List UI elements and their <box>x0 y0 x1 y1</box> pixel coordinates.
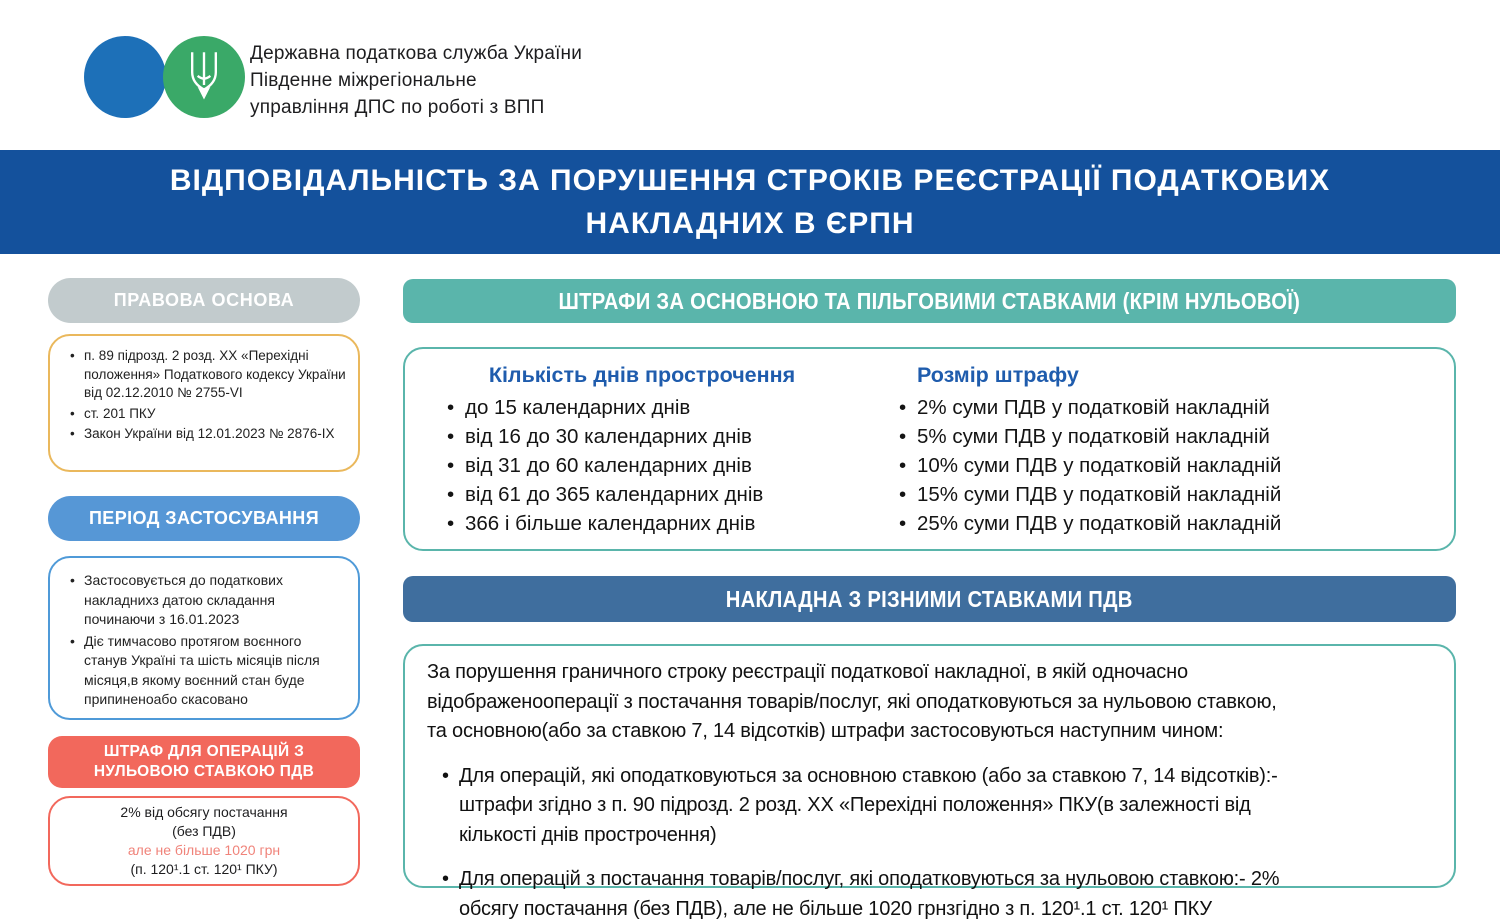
days-item: • до 15 календарних днів <box>465 393 871 422</box>
legal-basis-item: • ст. 201 ПКУ <box>84 405 348 424</box>
legal-basis-item: • Закон України від 12.01.2023 № 2876-IX <box>84 425 348 444</box>
days-item: • від 16 до 30 календарних днів <box>465 422 871 451</box>
fines-column <box>871 363 1446 549</box>
days-item: • 366 і більше календарних днів <box>465 509 871 538</box>
agency-logo <box>84 36 245 118</box>
legal-basis-item: • п. 89 підрозд. 2 розд. XX «Перехідні положення» Податкового кодексу України від 02.12.2010 № 2755-VI <box>84 347 348 403</box>
org-name-line2: Південне міжрегіональне <box>250 70 477 91</box>
mixed-rates-bullet1-line3: кількості днів прострочення) <box>459 823 717 846</box>
penalties-table <box>403 347 1456 551</box>
zero-rate-reference: (п. 120¹.1 ст. 120¹ ПКУ) <box>130 861 278 877</box>
mixed-rates-intro-line2: відображенооперації з постачання товарів/послуг, які оподатковуються за нульовою ставкою, <box>427 690 1277 713</box>
mixed-rates-section-heading <box>403 576 1456 622</box>
legal-basis-list <box>62 347 348 444</box>
org-name-line3: управління ДПС по роботі з ВПП <box>250 97 545 118</box>
days-column-header: Кількість днів прострочення <box>488 363 796 387</box>
logo-green-circle <box>163 36 245 118</box>
legal-basis-heading: ПРАВОВА ОСНОВА <box>48 278 360 323</box>
mixed-rates-bullet-standard <box>427 762 1432 851</box>
page-title-line2: НАКЛАДНИХ В ЄРПН <box>585 206 915 240</box>
legal-basis-box <box>48 334 360 472</box>
zero-rate-heading-line2: НУЛЬОВОЮ СТАВКОЮ ПДВ <box>93 763 315 780</box>
fines-list <box>871 393 1446 538</box>
mixed-rates-bullet2-line2: обсягу постачання (без ПДВ), але не більше 1020 грнзгідно з п. 120¹.1 ст. 120¹ ПКУ <box>459 897 1212 920</box>
zero-rate-heading-line1: ШТРАФ ДЛЯ ОПЕРАЦІЙ З <box>103 743 305 760</box>
days-column <box>413 363 871 549</box>
penalties-section-heading-text: ШТРАФИ ЗА ОСНОВНОЮ ТА ПІЛЬГОВИМИ СТАВКАМИ (КРІМ НУЛЬОВОЇ) <box>558 287 1301 314</box>
application-period-list <box>62 571 348 710</box>
title-banner <box>0 150 1500 254</box>
fines-item: • 15% суми ПДВ у податковій накладній <box>917 480 1446 509</box>
mixed-rates-bullet1-line2: штрафи згідно з п. 90 підрозд. 2 розд. XX «Перехідні положення» ПКУ(в залежності від <box>459 794 1251 816</box>
mixed-rates-box <box>403 644 1456 920</box>
fines-item: • 25% суми ПДВ у податковій накладній <box>917 509 1446 538</box>
org-name-line1: Державна податкова служба України <box>250 43 583 64</box>
application-period-item: • Діє тимчасово протягом воєнного станув Україні та шість місяців після місяця,в якому воєнний стан буде припиненоабо скасовано <box>84 632 348 710</box>
fines-item: • 10% суми ПДВ у податковій накладній <box>917 451 1446 480</box>
zero-rate-line2: (без ПДВ) <box>172 823 236 839</box>
mixed-rates-intro-line3: та основною(або за ставкою 7, 14 відсотків) штрафи застосовуються наступним чином: <box>427 720 1224 742</box>
mixed-rates-bullet-zero <box>427 865 1432 920</box>
penalties-section-heading <box>403 279 1456 323</box>
page-title-line1: ВІДПОВІДАЛЬНІСТЬ ЗА ПОРУШЕННЯ СТРОКІВ РЕЄСТРАЦІЇ ПОДАТКОВИХ <box>169 163 1331 197</box>
fines-item: • 5% суми ПДВ у податковій накладній <box>917 422 1446 451</box>
zero-rate-limit: але не більше 1020 грн <box>127 842 281 858</box>
days-list <box>413 393 871 538</box>
mixed-rates-intro <box>427 658 1432 747</box>
mixed-rates-bullet1-line1: • Для операцій, які оподатковуються за основною ставкою (або за ставкою 7, 14 відсотків):- <box>459 764 1278 787</box>
application-period-heading: ПЕРІОД ЗАСТОСУВАННЯ <box>48 496 360 541</box>
mixed-rates-section-heading-text: НАКЛАДНА З РІЗНИМИ СТАВКАМИ ПДВ <box>726 585 1133 612</box>
fines-column-header: Розмір штрафу <box>917 363 1079 387</box>
application-period-item: • Застосовується до податкових накладнихз датою складання починаючи з 16.01.2023 <box>84 571 348 630</box>
fines-item: • 2% суми ПДВ у податковій накладній <box>917 393 1446 422</box>
zero-rate-line1: 2% від обсягу постачання <box>120 804 288 820</box>
days-item: • від 31 до 60 календарних днів <box>465 451 871 480</box>
zero-rate-heading <box>48 736 360 788</box>
application-period-box <box>48 556 360 720</box>
logo-blue-circle <box>84 36 166 118</box>
mixed-rates-bullet2-line1: • Для операцій з постачання товарів/послуг, які оподатковуються за нульовою ставкою:- 2% <box>459 868 1280 890</box>
mixed-rates-intro-line1: За порушення граничного строку реєстрації податкової накладної, в якій одночасно <box>427 661 1188 683</box>
zero-rate-box <box>48 796 360 886</box>
org-name <box>250 40 582 121</box>
trident-icon <box>184 48 224 107</box>
days-item: • від 61 до 365 календарних днів <box>465 480 871 509</box>
